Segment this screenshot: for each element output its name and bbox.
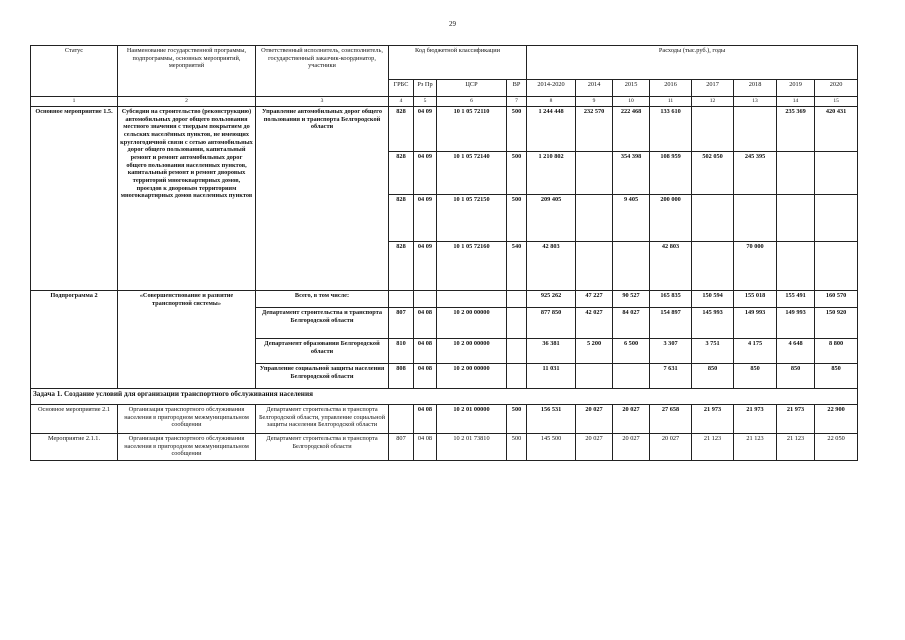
- cell-value: [815, 242, 858, 291]
- cell-vr: 500: [507, 405, 527, 434]
- cell-csr: 10 2 00 00000: [437, 339, 507, 364]
- column-number: 1: [31, 97, 118, 107]
- column-number: 14: [777, 97, 815, 107]
- cell-vr: 500: [507, 152, 527, 195]
- cell-vr: 540: [507, 242, 527, 291]
- cell-rzpr: 04 08: [414, 308, 437, 339]
- table-row: [31, 107, 858, 152]
- cell-value: [734, 107, 777, 152]
- cell-value: 90 527: [613, 291, 650, 308]
- cell-value: 70 000: [734, 242, 777, 291]
- cell-grbs: [389, 405, 414, 434]
- cell-value: 27 658: [650, 405, 692, 434]
- table-row: [31, 291, 858, 308]
- cell-vr: 500: [507, 195, 527, 242]
- cell-value: 200 000: [650, 195, 692, 242]
- cell-grbs: 828: [389, 152, 414, 195]
- cell-value: 20 027: [613, 405, 650, 434]
- cell-value: 156 531: [527, 405, 576, 434]
- column-number: 10: [613, 97, 650, 107]
- cell-value: [692, 195, 734, 242]
- cell-value: 420 431: [815, 107, 858, 152]
- cell-value: 21 973: [692, 405, 734, 434]
- row-executor: Департамент строительства и транспорта Белгородской области: [256, 308, 389, 339]
- cell-value: 877 850: [527, 308, 576, 339]
- header-year: 2016: [650, 80, 692, 97]
- cell-value: 1 244 448: [527, 107, 576, 152]
- cell-value: [576, 242, 613, 291]
- cell-value: 20 027: [576, 434, 613, 461]
- row-executor: Департамент образования Белгородской области: [256, 339, 389, 364]
- column-number: 3: [256, 97, 389, 107]
- cell-rzpr: 04 09: [414, 107, 437, 152]
- cell-rzpr: 04 08: [414, 405, 437, 434]
- cell-value: 149 993: [734, 308, 777, 339]
- cell-rzpr: 04 09: [414, 242, 437, 291]
- column-number: 12: [692, 97, 734, 107]
- row-status: Подпрограмма 2: [31, 291, 118, 389]
- header-year: 2019: [777, 80, 815, 97]
- cell-vr: [507, 308, 527, 339]
- cell-vr: [507, 291, 527, 308]
- header-status: Статус: [31, 46, 118, 97]
- cell-value: 20 027: [613, 434, 650, 461]
- column-number: 9: [576, 97, 613, 107]
- column-number: 8: [527, 97, 576, 107]
- cell-value: 354 398: [613, 152, 650, 195]
- cell-value: 42 803: [527, 242, 576, 291]
- cell-value: 133 610: [650, 107, 692, 152]
- cell-rzpr: 04 08: [414, 434, 437, 461]
- row-executor: Управление автомобильных дорог общего пользования и транспорта Белгородской области: [256, 107, 389, 291]
- cell-value: 7 631: [650, 364, 692, 389]
- row-name: Организация транспортного обслуживания населения в пригородном межмуниципальном сообщении: [118, 405, 256, 434]
- cell-csr: [437, 291, 507, 308]
- cell-value: 22 050: [815, 434, 858, 461]
- cell-csr: 10 2 01 00000: [437, 405, 507, 434]
- header-year: 2014-2020: [527, 80, 576, 97]
- cell-value: 11 031: [527, 364, 576, 389]
- cell-value: 150 920: [815, 308, 858, 339]
- cell-value: [815, 152, 858, 195]
- cell-value: 6 500: [613, 339, 650, 364]
- row-executor: Департамент строительства и транспорта Белгородской области, управление социальной защиты населения Белгородской области: [256, 405, 389, 434]
- cell-value: 8 800: [815, 339, 858, 364]
- cell-rzpr: 04 09: [414, 152, 437, 195]
- cell-vr: 500: [507, 107, 527, 152]
- cell-value: 9 405: [613, 195, 650, 242]
- header-vr: ВР: [507, 80, 527, 97]
- row-executor: Департамент строительства и транспорта Белгородской области: [256, 434, 389, 461]
- cell-value: [777, 242, 815, 291]
- cell-value: 145 993: [692, 308, 734, 339]
- row-executor: Всего, в том числе:: [256, 291, 389, 308]
- cell-value: 4 175: [734, 339, 777, 364]
- column-number: 11: [650, 97, 692, 107]
- header-row: [31, 46, 858, 80]
- cell-value: 155 018: [734, 291, 777, 308]
- cell-value: 22 900: [815, 405, 858, 434]
- header-grbs: ГРБС: [389, 80, 414, 97]
- cell-value: 850: [692, 364, 734, 389]
- cell-value: [613, 242, 650, 291]
- cell-csr: 10 1 05 72110: [437, 107, 507, 152]
- budget-table: [30, 45, 858, 461]
- cell-value: 850: [815, 364, 858, 389]
- header-year: 2018: [734, 80, 777, 97]
- cell-grbs: 828: [389, 242, 414, 291]
- cell-value: 155 491: [777, 291, 815, 308]
- cell-rzpr: 04 08: [414, 339, 437, 364]
- cell-grbs: 808: [389, 364, 414, 389]
- cell-value: 502 050: [692, 152, 734, 195]
- cell-value: 108 959: [650, 152, 692, 195]
- cell-vr: [507, 339, 527, 364]
- cell-value: 850: [777, 364, 815, 389]
- cell-value: [576, 152, 613, 195]
- cell-value: [692, 107, 734, 152]
- cell-grbs: 828: [389, 107, 414, 152]
- cell-value: 222 468: [613, 107, 650, 152]
- cell-value: [692, 242, 734, 291]
- header-year: 2014: [576, 80, 613, 97]
- header-csr: ЦСР: [437, 80, 507, 97]
- table-row: [31, 405, 858, 434]
- cell-rzpr: [414, 291, 437, 308]
- cell-value: [815, 195, 858, 242]
- cell-csr: 10 2 00 00000: [437, 364, 507, 389]
- cell-grbs: 807: [389, 308, 414, 339]
- cell-value: [576, 195, 613, 242]
- header-year: 2015: [613, 80, 650, 97]
- header-rzpr: Рз Пр: [414, 80, 437, 97]
- header-year: 2020: [815, 80, 858, 97]
- row-name: Организация транспортного обслуживания населения в пригородном межмуниципальном сообщении: [118, 434, 256, 461]
- column-number: 4: [389, 97, 414, 107]
- task-row: [31, 389, 858, 405]
- row-status: Основное мероприятие 1.5.: [31, 107, 118, 291]
- cell-value: 209 405: [527, 195, 576, 242]
- cell-value: 21 973: [777, 405, 815, 434]
- header-year: 2017: [692, 80, 734, 97]
- cell-value: 5 200: [576, 339, 613, 364]
- cell-value: 21 123: [692, 434, 734, 461]
- cell-csr: 10 1 05 72150: [437, 195, 507, 242]
- cell-value: [576, 364, 613, 389]
- cell-value: 42 803: [650, 242, 692, 291]
- column-number: 6: [437, 97, 507, 107]
- row-status: Основное мероприятие 2.1: [31, 405, 118, 434]
- column-number: 7: [507, 97, 527, 107]
- cell-vr: [507, 364, 527, 389]
- task-title: Задача 1. Создание условий для организации транспортного обслуживания населения: [31, 389, 858, 405]
- cell-grbs: 807: [389, 434, 414, 461]
- page-number: 29: [449, 20, 456, 28]
- cell-value: 3 751: [692, 339, 734, 364]
- cell-value: 21 973: [734, 405, 777, 434]
- cell-grbs: 810: [389, 339, 414, 364]
- column-number: 2: [118, 97, 256, 107]
- cell-value: 232 570: [576, 107, 613, 152]
- cell-value: 160 570: [815, 291, 858, 308]
- row-name: Субсидии на строительство (реконструкцию) автомобильных дорог общего пользования местного значения с твердым покрытием до сельских населённых пунктов, не имеющих круглогодичной связи с сетью автомобильных дорог общего пользования, капитальный ремонт и ремонт автомобильных дорог общего пользования населенных пунктов, капитальный ремонт и ремонт дворовых территорий многоквартирных домов, проездов к дворовым территориям многоквартирных домов населенных пунктов: [118, 107, 256, 291]
- cell-csr: 10 2 00 00000: [437, 308, 507, 339]
- cell-value: 149 993: [777, 308, 815, 339]
- cell-csr: 10 1 05 72160: [437, 242, 507, 291]
- cell-value: 245 395: [734, 152, 777, 195]
- cell-value: 20 027: [576, 405, 613, 434]
- header-budget-code: Код бюджетной классификации: [389, 46, 527, 80]
- cell-grbs: [389, 291, 414, 308]
- cell-value: 145 500: [527, 434, 576, 461]
- cell-value: [777, 152, 815, 195]
- cell-value: 235 369: [777, 107, 815, 152]
- cell-vr: 500: [507, 434, 527, 461]
- cell-rzpr: 04 09: [414, 195, 437, 242]
- header-name: Наименование государственной программы, подпрограммы, основных мероприятий, мероприятий: [118, 46, 256, 97]
- cell-value: [734, 195, 777, 242]
- column-number: 13: [734, 97, 777, 107]
- column-number: 15: [815, 97, 858, 107]
- cell-value: [777, 195, 815, 242]
- cell-value: 4 648: [777, 339, 815, 364]
- cell-value: 1 210 802: [527, 152, 576, 195]
- cell-rzpr: 04 08: [414, 364, 437, 389]
- cell-value: 20 027: [650, 434, 692, 461]
- header-executor: Ответственный исполнитель, соисполнитель, государственный заказчик-координатор, участники: [256, 46, 389, 97]
- column-number: 5: [414, 97, 437, 107]
- header-expenses: Расходы (тыс.руб.), годы: [527, 46, 858, 80]
- row-status: Мероприятие 2.1.1.: [31, 434, 118, 461]
- cell-value: 150 594: [692, 291, 734, 308]
- row-name: «Совершенствование и развитие транспортной системы»: [118, 291, 256, 389]
- cell-grbs: 828: [389, 195, 414, 242]
- cell-value: 154 897: [650, 308, 692, 339]
- cell-value: [613, 364, 650, 389]
- column-number-row: [31, 97, 858, 107]
- cell-value: 850: [734, 364, 777, 389]
- cell-value: 925 262: [527, 291, 576, 308]
- table-row: [31, 434, 858, 461]
- cell-value: 47 227: [576, 291, 613, 308]
- cell-value: 165 835: [650, 291, 692, 308]
- cell-value: 36 381: [527, 339, 576, 364]
- cell-csr: 10 1 05 72140: [437, 152, 507, 195]
- cell-csr: 10 2 01 73810: [437, 434, 507, 461]
- row-executor: Управление социальной защиты населения Белгородской области: [256, 364, 389, 389]
- cell-value: 3 307: [650, 339, 692, 364]
- cell-value: 84 027: [613, 308, 650, 339]
- cell-value: 21 123: [777, 434, 815, 461]
- cell-value: 42 027: [576, 308, 613, 339]
- cell-value: 21 123: [734, 434, 777, 461]
